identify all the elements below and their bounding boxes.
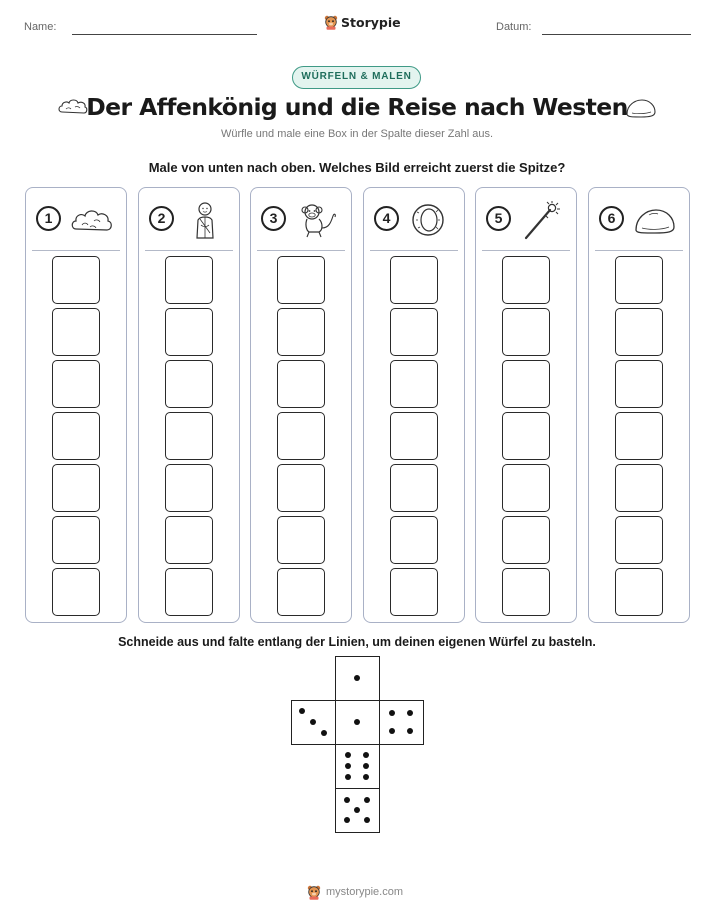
die-face-4 bbox=[379, 700, 424, 745]
color-box[interactable] bbox=[615, 308, 663, 356]
die-pip bbox=[363, 774, 369, 780]
column-number: 6 bbox=[599, 206, 624, 231]
color-box[interactable] bbox=[52, 568, 100, 616]
color-box[interactable] bbox=[502, 516, 550, 564]
date-line bbox=[542, 34, 691, 35]
die-pip bbox=[407, 728, 413, 734]
die-face-1 bbox=[335, 656, 380, 701]
footer bbox=[307, 884, 403, 900]
column-header bbox=[364, 188, 464, 250]
color-box[interactable] bbox=[52, 412, 100, 460]
column-divider bbox=[595, 250, 683, 251]
color-box[interactable] bbox=[390, 568, 438, 616]
column-number: 3 bbox=[261, 206, 286, 231]
color-box[interactable] bbox=[502, 412, 550, 460]
color-box[interactable] bbox=[502, 360, 550, 408]
column-header bbox=[476, 188, 576, 250]
die-pip bbox=[363, 763, 369, 769]
color-box[interactable] bbox=[390, 256, 438, 304]
page-title: Der Affenkönig und die Reise nach Westen bbox=[86, 93, 628, 121]
die-pip bbox=[344, 797, 350, 803]
column-5 bbox=[475, 187, 577, 623]
color-box[interactable] bbox=[502, 464, 550, 512]
subtitle: Würfle und male eine Box in der Spalte dieser Zahl aus. bbox=[220, 128, 494, 140]
bear-logo-icon bbox=[324, 14, 338, 30]
color-box[interactable] bbox=[165, 412, 213, 460]
brand-name: Storypie bbox=[341, 14, 401, 30]
cut-instruction: Schneide aus und falte entlang der Linien, um deinen eigenen Würfel zu basteln. bbox=[118, 635, 596, 649]
column-header bbox=[251, 188, 351, 250]
die-pip bbox=[321, 730, 327, 736]
color-box[interactable] bbox=[615, 464, 663, 512]
die-pip bbox=[354, 719, 360, 725]
color-box[interactable] bbox=[502, 308, 550, 356]
monkey-icon bbox=[295, 200, 339, 240]
color-box[interactable] bbox=[165, 308, 213, 356]
ring-icon bbox=[408, 200, 452, 240]
die-pip bbox=[389, 728, 395, 734]
column-header bbox=[139, 188, 239, 250]
header-bar bbox=[0, 14, 714, 40]
die-pip bbox=[345, 763, 351, 769]
die-face-3 bbox=[291, 700, 336, 745]
die-pip bbox=[364, 797, 370, 803]
bear-logo-icon bbox=[307, 884, 321, 900]
column-number: 4 bbox=[374, 206, 399, 231]
die-pip bbox=[310, 719, 316, 725]
color-box[interactable] bbox=[52, 516, 100, 564]
die-pip bbox=[363, 752, 369, 758]
color-box[interactable] bbox=[165, 516, 213, 564]
die-face-5 bbox=[335, 788, 380, 833]
column-divider bbox=[145, 250, 233, 251]
column-3 bbox=[250, 187, 352, 623]
color-box[interactable] bbox=[52, 360, 100, 408]
color-box[interactable] bbox=[277, 360, 325, 408]
color-box[interactable] bbox=[277, 256, 325, 304]
die-pip bbox=[407, 710, 413, 716]
color-box[interactable] bbox=[277, 516, 325, 564]
color-box[interactable] bbox=[615, 360, 663, 408]
column-2 bbox=[138, 187, 240, 623]
die-pip bbox=[345, 774, 351, 780]
color-box[interactable] bbox=[165, 568, 213, 616]
column-divider bbox=[257, 250, 345, 251]
stone-icon bbox=[633, 200, 677, 240]
monk-icon bbox=[183, 200, 227, 240]
column-4 bbox=[363, 187, 465, 623]
color-box[interactable] bbox=[390, 516, 438, 564]
footer-url[interactable]: mystorypie.com bbox=[326, 886, 404, 898]
column-header bbox=[26, 188, 126, 250]
color-box[interactable] bbox=[165, 360, 213, 408]
color-box[interactable] bbox=[165, 256, 213, 304]
name-label: Name: bbox=[24, 21, 57, 33]
color-box[interactable] bbox=[390, 308, 438, 356]
magic-staff-icon bbox=[520, 200, 564, 240]
column-number: 2 bbox=[149, 206, 174, 231]
die-pip bbox=[364, 817, 370, 823]
color-box[interactable] bbox=[52, 256, 100, 304]
die-pip bbox=[389, 710, 395, 716]
die-pip bbox=[354, 807, 360, 813]
color-box[interactable] bbox=[615, 256, 663, 304]
color-box[interactable] bbox=[502, 256, 550, 304]
stone-icon bbox=[625, 97, 657, 119]
die-pip bbox=[344, 817, 350, 823]
die-pip bbox=[345, 752, 351, 758]
die-face-6 bbox=[335, 744, 380, 789]
date-label: Datum: bbox=[496, 21, 532, 33]
name-line bbox=[72, 34, 257, 35]
column-divider bbox=[370, 250, 458, 251]
color-box[interactable] bbox=[165, 464, 213, 512]
die-pip bbox=[299, 708, 305, 714]
cloud-icon bbox=[70, 200, 114, 240]
column-divider bbox=[482, 250, 570, 251]
color-box[interactable] bbox=[52, 464, 100, 512]
color-box[interactable] bbox=[390, 360, 438, 408]
color-box[interactable] bbox=[277, 464, 325, 512]
color-box[interactable] bbox=[390, 464, 438, 512]
category-badge: WÜRFELN & MALEN bbox=[292, 66, 421, 89]
color-box[interactable] bbox=[615, 568, 663, 616]
color-box[interactable] bbox=[277, 568, 325, 616]
die-pip bbox=[354, 675, 360, 681]
color-box[interactable] bbox=[502, 568, 550, 616]
color-box[interactable] bbox=[52, 308, 100, 356]
color-box[interactable] bbox=[390, 412, 438, 460]
column-header bbox=[589, 188, 689, 250]
color-box[interactable] bbox=[277, 412, 325, 460]
color-box[interactable] bbox=[277, 308, 325, 356]
color-box[interactable] bbox=[615, 516, 663, 564]
column-number: 1 bbox=[36, 206, 61, 231]
color-box[interactable] bbox=[615, 412, 663, 460]
column-6 bbox=[588, 187, 690, 623]
column-number: 5 bbox=[486, 206, 511, 231]
instruction: Male von unten nach oben. Welches Bild erreicht zuerst die Spitze? bbox=[148, 160, 566, 175]
die-face-1 bbox=[335, 700, 380, 745]
column-divider bbox=[32, 250, 120, 251]
column-1 bbox=[25, 187, 127, 623]
brand bbox=[324, 14, 401, 30]
